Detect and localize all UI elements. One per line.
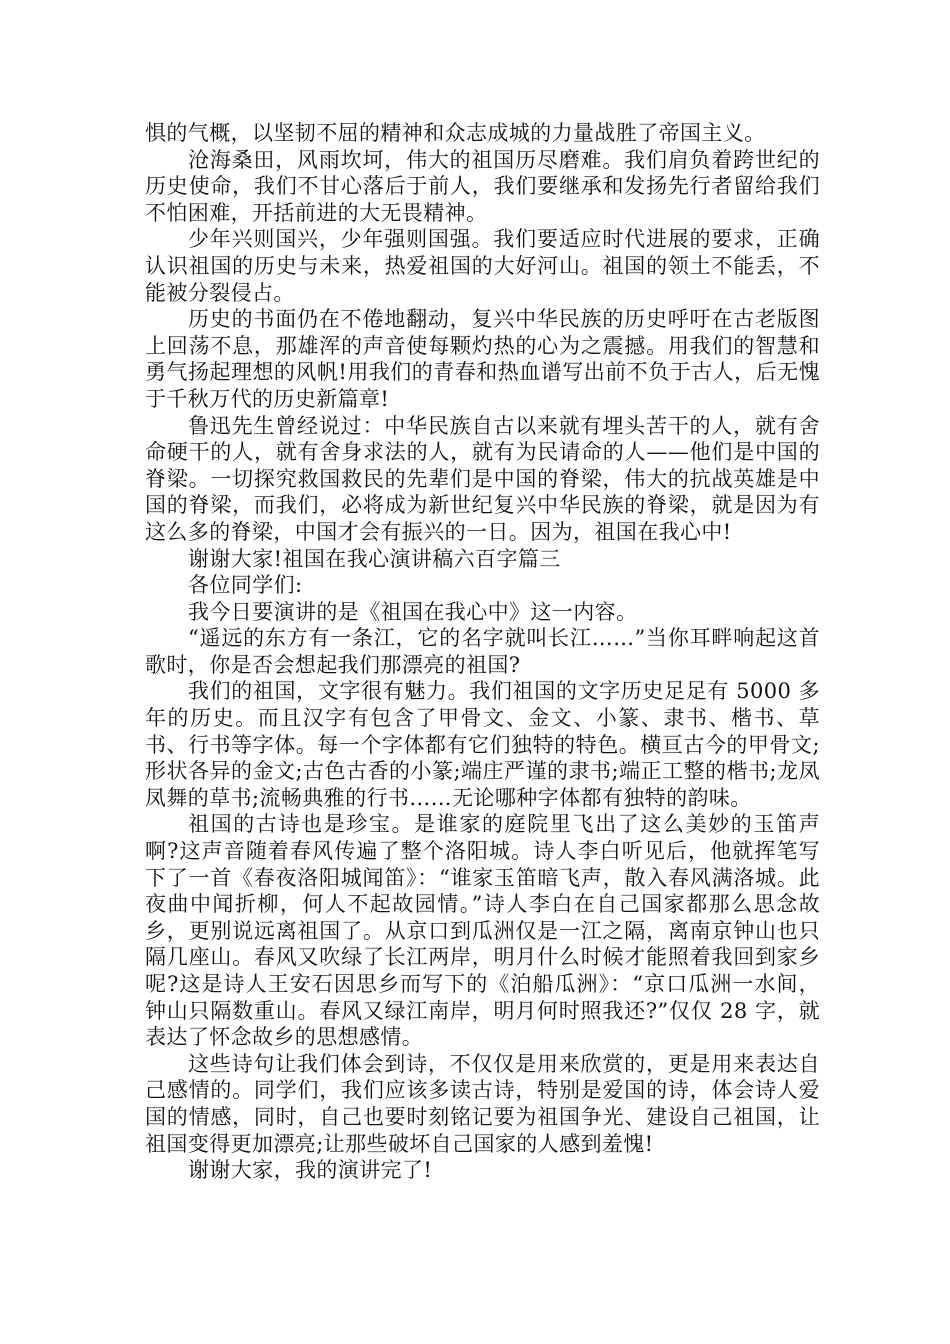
paragraph: 少年兴则国兴，少年强则国强。我们要适应时代进展的要求，正确认识祖国的历史与未来，热爱祖国的大好河山。祖国的领土不能丢，不能被分裂侵占。 bbox=[145, 227, 820, 305]
salutation: 各位同学们: bbox=[188, 573, 303, 598]
paragraph: 惧的气概，以坚韧不屈的精神和众志成城的力量战胜了帝国主义。 bbox=[145, 121, 766, 145]
paragraph: 鲁迅先生曾经说过：中华民族自古以来就有埋头苦干的人，就有舍命硬干的人，就有舍身求法的人，就有为民请命的人——他们是中国的脊梁。一切探究救国救民的先辈们是中国的脊梁，伟大的抗战英雄是中国的脊梁，而我们，必将成为新世纪复兴中华民族的脊梁，就是因为有这么多的脊梁，中国才会有振兴的一日。因为，祖国在我心中! bbox=[145, 413, 820, 544]
document-body bbox=[145, 120, 820, 1184]
closing: 谢谢大家，我的演讲完了! bbox=[188, 1158, 433, 1183]
paragraph: “遥远的东方有一条江，它的名字就叫长江……”当你耳畔响起这首歌时，你是否会想起我们那漂亮的祖国? bbox=[145, 626, 820, 677]
paragraph: 祖国的古诗也是珍宝。是谁家的庭院里飞出了这么美妙的玉笛声啊?这声音随着春风传遍了整个洛阳城。诗人李白听见后，他就挥笔写下了一首《春夜洛阳城闻笛》：“谁家玉笛暗飞声，散入春风满洛城。此夜曲中闻折柳，何人不起故园情。”诗人李白在自己国家都那么思念故乡，更别说远离祖国了。从京口到瓜洲仅是一江之隔，离南京钟山也只隔几座山。春风又吹绿了长江两岸，明月什么时候才能照着我回到家乡呢?这是诗人王安石因思乡而写下的《泊船瓜洲》：“京口瓜洲一水间，钟山只隔数重山。春风又绿江南岸，明月何时照我还?”仅仅 28 字，就表达了怀念故乡的思想感情。 bbox=[145, 812, 820, 1050]
paragraph: 历史的书面仍在不倦地翻动，复兴中华民族的历史呼吁在古老版图上回荡不息，那雄浑的声音使每颗灼热的心为之震撼。用我们的智慧和勇气扬起理想的风帆!用我们的青春和热血谱写出前不负于古人，后无愧于千秋万代的历史新篇章! bbox=[145, 307, 820, 411]
paragraph: 这些诗句让我们体会到诗，不仅仅是用来欣赏的，更是用来表达自己感情的。同学们，我们应该多读古诗，特别是爱国的诗，体会诗人爱国的情感，同时，自己也要时刻铭记要为祖国争光、建设自己祖国，让祖国变得更加漂亮;让那些破坏自己国家的人感到羞愧! bbox=[145, 1051, 820, 1156]
paragraph: 我们的祖国，文字很有魅力。我们祖国的文字历史足足有 5000 多年的历史。而且汉字有包含了甲骨文、金文、小篆、隶书、楷书、草书、行书等字体。每一个字体都有它们独特的特色。横亘古今的甲骨文;形状各异的金文;古色古香的小篆;端庄严谨的隶书;端正工整的楷书;龙凤凤舞的草书;流畅典雅的行书……无论哪种字体都有独特的韵味。 bbox=[145, 679, 820, 810]
paragraph: 我今日要演讲的是《祖国在我心中》这一内容。 bbox=[188, 599, 638, 624]
paragraph: 沧海桑田，风雨坎坷，伟大的祖国历尽磨难。我们肩负着跨世纪的历史使命，我们不甘心落后于前人，我们要继承和发扬先行者留给我们不怕困难，开括前进的大无畏精神。 bbox=[145, 147, 820, 225]
section-heading: 谢谢大家!祖国在我心演讲稿六百字篇三 bbox=[188, 546, 561, 571]
